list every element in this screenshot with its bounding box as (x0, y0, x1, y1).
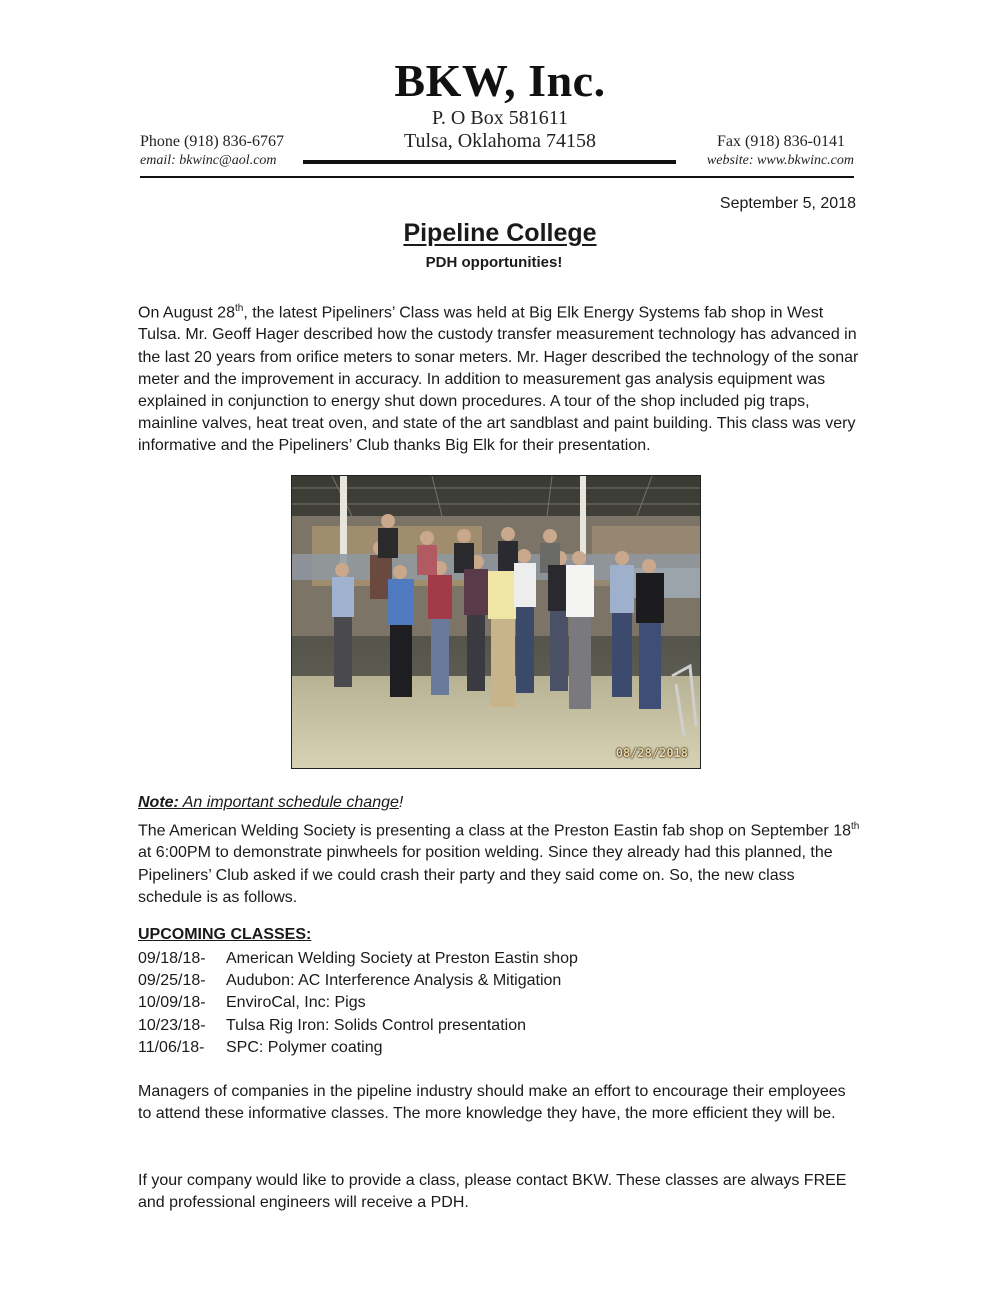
class-description: Audubon: AC Interference Analysis & Mitigation (226, 972, 562, 990)
class-date: 10/23/18- (138, 1016, 206, 1034)
note-body-lead: The American Welding Society is presenting a class at the Preston Eastin fab shop on September 18 (138, 822, 851, 840)
email-address: email: bkwinc@aol.com (140, 153, 277, 168)
po-box: P. O Box 581611 (432, 107, 568, 129)
phone-number: Phone (918) 836-6767 (140, 133, 284, 150)
class-item (138, 948, 578, 970)
group-photo (291, 475, 701, 769)
website-address: website: www.bkwinc.com (706, 153, 854, 168)
upcoming-classes-heading: UPCOMING CLASSES: (138, 926, 312, 943)
class-date: 09/18/18- (138, 950, 206, 967)
class-description: EnviroCal, Inc: Pigs (226, 994, 366, 1012)
class-date: 10/09/18- (138, 994, 206, 1012)
class-date: 11/06/18- (138, 1038, 205, 1056)
class-item (138, 992, 578, 1014)
note-text: An important schedule change (178, 794, 399, 811)
managers-paragraph: Managers of companies in the pipeline industry should make an effort to encourage their employees to attend these informative classes. The more knowledge they have, the more efficient they will be. (138, 1083, 846, 1123)
photo-date-stamp: 08/28/2018 (615, 746, 688, 760)
class-description: Tulsa Rig Iron: Solids Control presentation (226, 1016, 526, 1034)
note-heading (138, 794, 403, 812)
note-paragraph (138, 816, 863, 909)
company-name: BKW, Inc. (394, 55, 606, 106)
note-exclamation: ! (398, 794, 404, 811)
class-description: SPC: Polymer coating (226, 1038, 383, 1056)
page-title: Pipeline College (403, 219, 597, 247)
letterhead-divider-thin (140, 176, 854, 178)
class-item (138, 1015, 578, 1037)
note-body-superscript: th (851, 821, 860, 832)
note-label: Note: (138, 794, 179, 811)
contact-paragraph: If your company would like to provide a class, please contact BKW. These classes are always FREE and professional engineers will receive a PDH. (138, 1172, 847, 1212)
intro-paragraph (138, 298, 863, 457)
city-state-zip: Tulsa, Oklahoma 74158 (403, 130, 597, 152)
letterhead-divider-thick (303, 160, 676, 164)
class-item (138, 970, 578, 992)
fax-number: Fax (918) 836-0141 (717, 133, 845, 150)
class-date: 09/25/18- (138, 972, 206, 990)
class-item (138, 1037, 578, 1059)
note-body-rest: at 6:00PM to demonstrate pinwheels for position welding. Since they already had this planned, the Pipeliners’ Club asked if we could crash their party and they said come on. So, the new class schedule is as follows. (138, 844, 833, 906)
page-subtitle: PDH opportunities! (425, 254, 563, 271)
intro-lead: On August 28 (138, 304, 235, 322)
intro-superscript: th (234, 303, 244, 314)
letter-date: September 5, 2018 (719, 195, 856, 212)
intro-rest: , the latest Pipeliners’ Class was held at Big Elk Energy Systems fab shop in West Tulsa. Mr. Geoff Hager described how the custody transfer measurement technology has advanced in the last 20 years from orifice meters to sonar meters. Mr. Hager described the technology of the sonar meter and the improvement in accuracy. In addition to measurement gas analysis equipment was explained in conjunction to energy shut down procedures. A tour of the shop included pig traps, mainline valves, heat treat oven, and state of the art sandblast and paint building. This class was very informative and the Pipeliners’ Club thanks Big Elk for their presentation. (138, 304, 859, 454)
class-description: American Welding Society at Preston Eastin shop (226, 950, 578, 967)
class-schedule-list (138, 948, 578, 1059)
